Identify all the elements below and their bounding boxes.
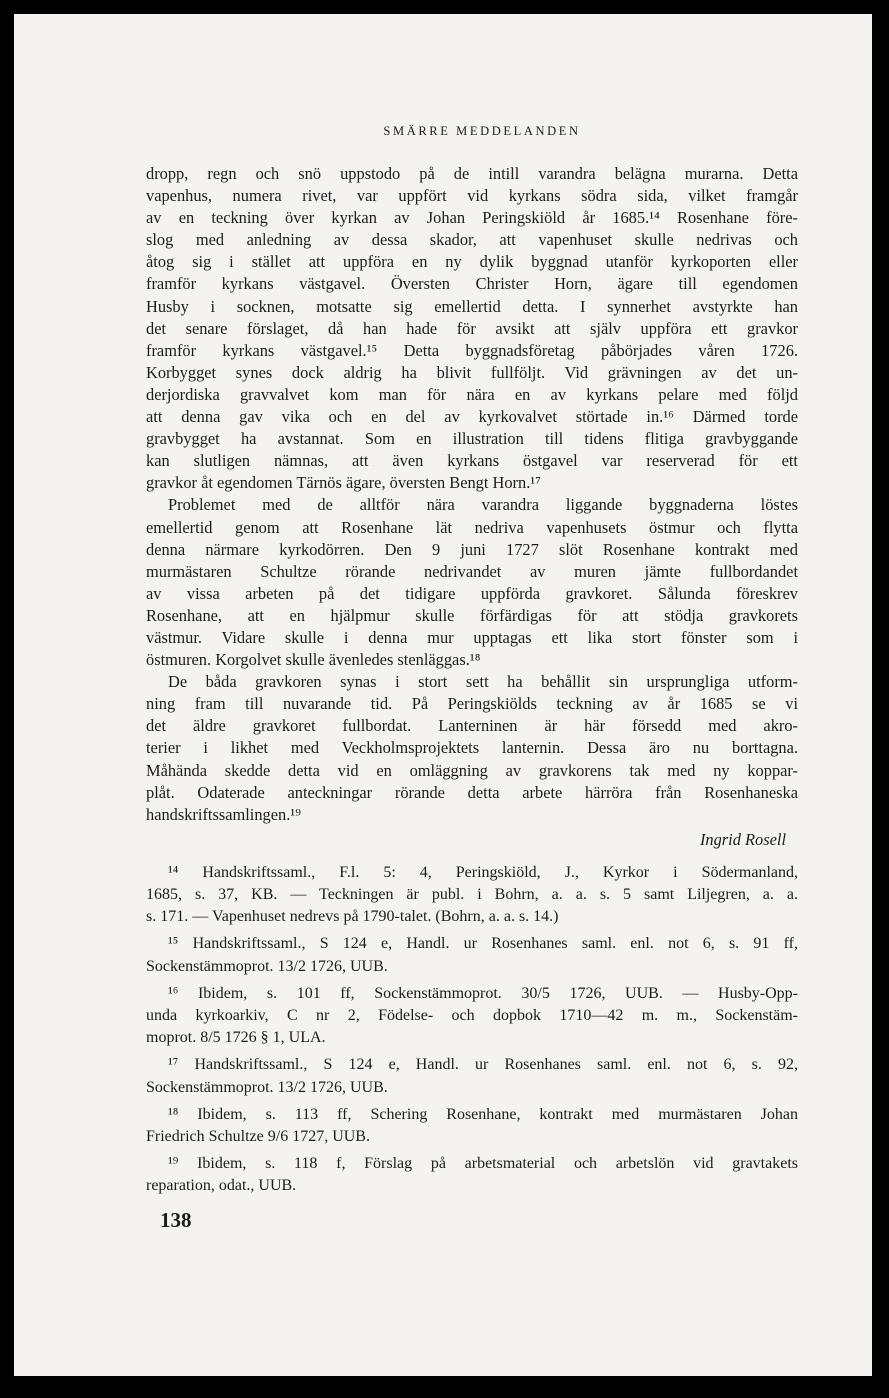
text-block [146,124,798,1202]
body-line: västmur. Vidare skulle i denna mur upptagas ett lika stort fönster som i [146,627,798,647]
body-line: ning fram till nuvarande tid. På Peringskiölds teckning av år 1685 se vi [146,694,798,714]
body-line: De båda gravkoren synas i stort sett ha behållit sin ursprungliga utform- [168,672,798,692]
footnote-line: 1685, s. 37, KB. — Teckningen är publ. i Bohrn, a. a. s. 5 samt Liljegren, a. a. [146,886,798,903]
footnote-17 [146,1054,798,1098]
body-line: framför kyrkans västgavel.¹⁵ Detta byggnadsföretag påbörjades våren 1726. [146,340,798,360]
footnote-line: ¹⁶ Ibidem, s. 101 ff, Sockenstämmoprot. 30/5 1726, UUB. — Husby-Opp- [168,984,798,1002]
footnote-line: Friedrich Schultze 9/6 1727, UUB. [146,1127,370,1145]
footnote-line: unda kyrkoarkiv, C nr 2, Födelse- och dopbok 1710—42 m. m., Sockenstäm- [146,1006,798,1024]
body-line: denna närmare kyrkodörren. Den 9 juni 1727 slöt Rosenhane kontrakt med [146,539,798,559]
footnote-14 [146,862,798,929]
footnote-line: ¹⁸ Ibidem, s. 113 ff, Schering Rosenhane, kontrakt med murmästaren Johan [168,1105,798,1123]
footnote-line: ¹⁴ Handskriftssaml., F.l. 5: 4, Peringskiöld, J., Kyrkor i Södermanland, [168,863,798,881]
body-line: av vissa arbeten på det tidigare uppförda gravkoret. Sålunda föreskrev [146,583,798,603]
body-line: Korbygget synes dock aldrig ha blivit fullföljt. Vid grävningen av det un- [146,362,798,382]
body-line: av en teckning över kyrkan av Johan Peringskiöld år 1685.¹⁴ Rosenhane före- [146,208,798,228]
footnote-line: moprot. 8/5 1726 § 1, ULA. [146,1029,326,1047]
footnote-line: s. 171. — Vapenhuset nedrevs på 1790-talet. (Bohrn, a. a. s. 14.) [146,908,559,926]
footnotes [146,862,798,1198]
page-number: 138 [160,1208,192,1232]
body-line: emellertid genom att Rosenhane lät nedriva vapenhusets östmur och flytta [146,517,798,537]
body-line: vapenhus, numera rivet, var uppfört vid kyrkans södra sida, vilket framgår [146,186,798,206]
body-line: framför kyrkans västgavel. Översten Christer Horn, ägare till egendomen [146,274,798,294]
body-line: det äldre gravkoret fullbordat. Lanterninen är här försedd med akro- [146,716,798,736]
book-page [14,14,872,1376]
body-line: Måhända skedde detta vid en omläggning av gravkorens tak med ny koppar- [146,760,798,780]
body-line: gravbygget ha avstannat. Som en illustration till tidens flitiga gravbyggande [146,429,798,449]
body-line: murmästaren Schultze rörande nedrivandet av muren jämte fullbordandet [146,561,798,581]
body-line: plåt. Odaterade anteckningar rörande detta arbete härröra från Rosenhaneska [146,782,798,802]
running-header: SMÄRRE MEDDELANDEN [383,124,581,138]
body-line: dropp, regn och snö uppstodo på de intill varandra belägna murarna. Detta [146,164,798,183]
body-line: terier i likhet med Veckholmsprojektets lanternin. Dessa äro nu borttagna. [146,738,798,758]
body-line: att denna gav vika och en del av kyrkovalvet störtade in.¹⁶ Därmed torde [146,407,798,427]
body-line: Problemet med de alltför nära varandra liggande byggnaderna löstes [168,495,798,515]
footnote-19 [146,1153,798,1197]
footnote-line: ¹⁷ Handskriftssaml., S 124 e, Handl. ur Rosenhanes saml. enl. not 6, s. 92, [168,1056,798,1074]
body-line: östmuren. Korgolvet skulle ävenledes stenläggas.¹⁸ [146,650,481,670]
body-line: kan slutligen nämnas, att även kyrkans östgavel var reserverad för ett [146,451,798,471]
body-line: Rosenhane, att en hjälpmur skulle förfärdigas för att stödja gravkorets [146,605,798,625]
body-line: derjordiska gravvalvet kom man för nära en av kyrkans pelare med följd [146,384,798,404]
author-signature: Ingrid Rosell [699,829,786,849]
body-line: gravkor åt egendomen Tärnös ägare, översten Bengt Horn.¹⁷ [146,473,541,493]
body-line: Husby i socknen, motsatte sig emellertid detta. I synnerhet avstyrkte han [146,296,798,316]
body-line: åtog sig i stället att uppföra en ny dylik byggnad utanför kyrkoporten eller [146,252,798,272]
footnote-line: Sockenstämmoprot. 13/2 1726, UUB. [146,957,388,975]
footnote-18 [146,1104,798,1148]
body-line: slog med anledning av dessa skador, att vapenhuset skulle nedrivas och [146,230,798,250]
article-body [146,163,798,826]
footnote-15 [146,933,798,977]
body-line: det senare förslaget, då han hade för avsikt att själv uppföra ett gravkor [146,318,798,338]
footnote-line: ¹⁹ Ibidem, s. 118 f, Förslag på arbetsmaterial och arbetslön vid gravtakets [168,1155,798,1173]
footnote-line: reparation, odat., UUB. [146,1177,297,1195]
body-line: handskriftssamlingen.¹⁹ [146,804,301,824]
footnote-line: Sockenstämmoprot. 13/2 1726, UUB. [146,1078,388,1096]
footnote-line: ¹⁵ Handskriftssaml., S 124 e, Handl. ur Rosenhanes saml. enl. not 6, s. 91 ff, [168,935,798,953]
footnote-16 [146,983,798,1050]
